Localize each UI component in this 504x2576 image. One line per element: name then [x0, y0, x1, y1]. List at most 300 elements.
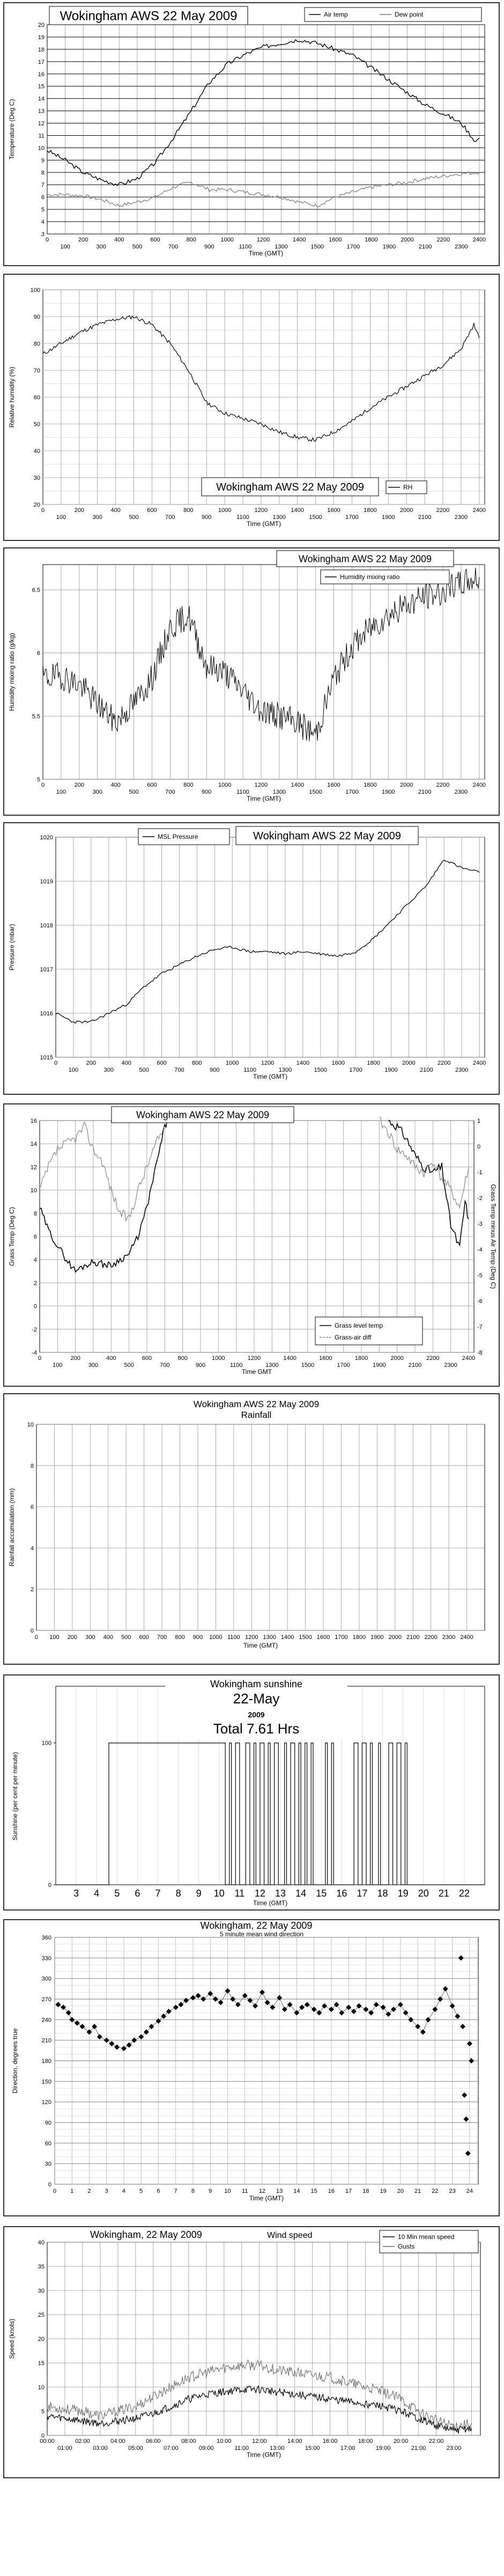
x-tick-label: 900 [210, 1067, 220, 1073]
legend-label: Grass level temp [335, 1322, 383, 1329]
y-tick-label: 5 [36, 777, 40, 783]
x-tick-label: 1000 [220, 237, 234, 243]
x-tick-label: 13 [275, 1888, 286, 1899]
y-tick-label: 40 [38, 2240, 45, 2246]
x-tick-label: 18 [362, 2188, 369, 2194]
x-tick-label: 500 [121, 1634, 131, 1641]
x-tick-label: 1400 [292, 237, 306, 243]
y-tick-label: 20 [38, 2336, 45, 2343]
x-tick-label: 2300 [444, 1362, 457, 1368]
x-tick-label: 9 [196, 1888, 202, 1899]
legend-label: Gusts [398, 2243, 415, 2250]
x-axis-label: Time (GMT) [246, 795, 281, 802]
x-tick-label: 1300 [272, 789, 286, 795]
x-tick-label: 1600 [327, 507, 340, 514]
x-tick-label: 1600 [316, 1634, 330, 1641]
y-tick-label: 0 [48, 2182, 51, 2188]
y-tick-label: 2 [30, 1586, 34, 1593]
x-tick-label: 7 [174, 2188, 177, 2194]
x-tick-label: 1200 [254, 507, 268, 514]
x-tick-label: 2300 [455, 1067, 469, 1073]
x-tick-label: 0 [54, 1060, 58, 1066]
y-tick-label: 10 [27, 1422, 34, 1428]
legend-label: Humidity mixing ratio [340, 573, 400, 581]
x-tick-label: 16:00 [322, 2438, 338, 2445]
y-tick-label: 12 [38, 120, 45, 127]
x-tick-label: 19:00 [375, 2445, 391, 2451]
x-tick-label: 100 [56, 789, 66, 795]
x-tick-label: 0 [53, 2188, 57, 2194]
y-tick-label: 6.5 [32, 587, 40, 594]
x-tick-label: 0 [38, 1355, 42, 1362]
x-tick-label: 1200 [245, 1634, 258, 1641]
x-tick-label: 0 [41, 782, 45, 788]
chart-subtitle: Wind speed [267, 2231, 313, 2240]
humidity-chart [4, 275, 499, 540]
mixing-ratio-chart [4, 548, 499, 815]
plot-area [56, 837, 485, 1057]
x-tick-label: 0 [34, 1634, 39, 1641]
x-tick-label: 21 [414, 2188, 421, 2194]
x-tick-label: 5 [139, 2188, 143, 2194]
x-tick-label: 3 [73, 1888, 79, 1899]
x-tick-label: 14 [293, 2188, 300, 2194]
x-tick-label: 1700 [349, 1067, 362, 1073]
x-tick-label: 1500 [314, 1067, 328, 1073]
x-axis-label: Time (GMT) [243, 1642, 278, 1649]
legend-label: MSL Pressure [158, 833, 198, 840]
x-tick-label: 2400 [462, 1355, 476, 1362]
x-tick-label: 1800 [364, 782, 377, 788]
x-tick-label: 500 [139, 1067, 149, 1073]
x-tick-label: 00:00 [40, 2438, 55, 2445]
x-tick-label: 300 [92, 514, 102, 521]
x-tick-label: 700 [165, 789, 175, 795]
y-right-tick-label: -8 [477, 1350, 483, 1356]
x-tick-label: 600 [147, 507, 157, 514]
x-tick-label: 15 [310, 2188, 317, 2194]
x-tick-label: 10 [224, 2188, 231, 2194]
y-tick-label: 30 [45, 2161, 51, 2168]
x-tick-label: 1100 [239, 244, 252, 250]
y-tick-label: 150 [41, 2079, 51, 2085]
x-tick-label: 1900 [370, 1634, 384, 1641]
x-tick-label: 10 [213, 1888, 225, 1899]
x-tick-label: 2200 [436, 507, 450, 514]
x-tick-label: 13:00 [269, 2445, 285, 2451]
y-tick-label: 0 [48, 1882, 51, 1889]
x-tick-label: 1300 [278, 1067, 292, 1073]
y-tick-label: 1018 [40, 923, 53, 929]
x-tick-label: 23:00 [446, 2445, 462, 2451]
pressure-chart-panel [3, 822, 500, 1095]
chart-title: Wokingham AWS 22 May 2009 [253, 830, 401, 842]
x-tick-label: 1400 [283, 1355, 297, 1362]
y-tick-label: 15 [38, 2360, 45, 2367]
x-tick-label: 2200 [436, 782, 450, 788]
x-tick-label: 100 [68, 1067, 79, 1073]
x-tick-label: 1200 [254, 782, 268, 788]
y-tick-label: 300 [41, 1975, 51, 1982]
x-tick-label: 6 [157, 2188, 160, 2194]
x-tick-label: 4 [94, 1888, 100, 1899]
x-tick-label: 700 [160, 1362, 170, 1368]
x-tick-label: 1800 [367, 1060, 380, 1066]
x-tick-label: 800 [192, 1060, 202, 1066]
x-tick-label: 20:00 [393, 2438, 409, 2445]
x-tick-label: 900 [192, 1634, 203, 1641]
grass-temp-chart-panel [3, 1103, 500, 1387]
x-tick-label: 02:00 [75, 2438, 90, 2445]
x-tick-label: 300 [92, 789, 102, 795]
x-tick-label: 500 [132, 244, 143, 250]
y-tick-label: 14 [30, 1141, 37, 1148]
x-tick-label: 300 [85, 1634, 95, 1641]
x-tick-label: 06:00 [146, 2438, 161, 2445]
chart-subtitle: Rainfall [241, 1410, 272, 1420]
legend-label: Air temp [324, 11, 348, 18]
x-tick-label: 1400 [280, 1634, 294, 1641]
wind-speed-chart [4, 2227, 499, 2477]
x-tick-label: 200 [74, 782, 84, 788]
x-tick-label: 1400 [296, 1060, 310, 1066]
x-axis-label: Time (GMT) [253, 1899, 288, 1907]
x-tick-label: 11:00 [234, 2445, 249, 2451]
y-tick-label: 50 [33, 421, 40, 428]
x-tick-label: 1100 [227, 1634, 240, 1641]
y-tick-label: 8 [33, 1210, 37, 1217]
x-tick-label: 5 [114, 1888, 120, 1899]
x-tick-label: 400 [121, 1060, 131, 1066]
x-tick-label: 17 [357, 1888, 368, 1899]
x-tick-label: 20 [397, 2188, 404, 2194]
y-tick-label: 8 [30, 1462, 34, 1469]
x-tick-label: 500 [124, 1362, 134, 1368]
x-tick-label: 15 [316, 1888, 327, 1899]
chart-title: Wokingham AWS 22 May 2009 [60, 9, 238, 24]
x-tick-label: 1700 [345, 514, 359, 521]
y-tick-label: -4 [32, 1350, 37, 1356]
x-tick-label: 1100 [236, 789, 249, 795]
y-tick-label: 6 [41, 194, 45, 201]
y-right-tick-label: 0 [477, 1144, 481, 1150]
x-tick-label: 19 [380, 2188, 387, 2194]
x-tick-label: 1000 [209, 1634, 223, 1641]
x-tick-label: 600 [142, 1355, 152, 1362]
x-tick-label: 700 [174, 1067, 184, 1073]
x-tick-label: 2400 [472, 237, 486, 243]
x-tick-label: 200 [78, 237, 88, 243]
x-tick-label: 1000 [218, 782, 232, 788]
x-tick-label: 8 [175, 1888, 181, 1899]
x-tick-label: 14:00 [287, 2438, 302, 2445]
x-tick-label: 23 [449, 2188, 456, 2194]
x-axis-label: Time GMT [241, 1368, 272, 1375]
y-tick-label: 4 [30, 1545, 34, 1552]
x-tick-label: 1900 [382, 514, 395, 521]
y-tick-label: 15 [38, 83, 45, 90]
y-tick-label: 7 [41, 182, 45, 189]
y-tick-label: 100 [30, 287, 40, 294]
x-tick-label: 08:00 [181, 2438, 196, 2445]
x-tick-label: 1400 [291, 782, 304, 788]
x-tick-label: 1300 [275, 244, 288, 250]
y-tick-label: 30 [38, 2288, 45, 2294]
x-tick-label: 8 [191, 2188, 195, 2194]
y-tick-label: 10 [30, 1187, 37, 1194]
x-tick-label: 800 [177, 1355, 188, 1362]
y-tick-label: 210 [41, 2037, 51, 2044]
x-tick-label: 1200 [247, 1355, 261, 1362]
x-tick-label: 22:00 [428, 2438, 444, 2445]
x-tick-label: 500 [129, 514, 139, 521]
x-tick-label: 05:00 [128, 2445, 143, 2451]
x-tick-label: 6 [135, 1888, 140, 1899]
x-tick-label: 16 [336, 1888, 347, 1899]
x-tick-label: 1500 [309, 514, 322, 521]
chart-subtitle: 5 minute mean wind direction [219, 1930, 304, 1938]
x-tick-label: 1600 [327, 782, 340, 788]
y-tick-label: 360 [41, 1935, 51, 1941]
x-tick-label: 2300 [454, 789, 468, 795]
y-tick-label: 90 [33, 314, 40, 320]
wind-speed-chart-panel [3, 2226, 500, 2478]
y-axis-label: Rainfall accumulation (mm) [8, 1488, 16, 1567]
wind-direction-chart [4, 1920, 499, 2215]
x-tick-label: 2300 [454, 514, 468, 521]
y-tick-label: 1017 [40, 967, 53, 973]
x-tick-label: 11 [234, 1888, 245, 1899]
x-tick-label: 900 [204, 244, 214, 250]
humidity-chart-panel [3, 274, 500, 541]
chart-title: Wokingham, 22 May 2009 [200, 1920, 313, 1931]
y-tick-label: 5.5 [32, 713, 40, 720]
x-tick-label: 04:00 [110, 2438, 125, 2445]
x-tick-label: 2000 [399, 507, 413, 514]
x-tick-label: 1900 [373, 1362, 386, 1368]
x-tick-label: 1000 [218, 507, 232, 514]
y-tick-label: 0 [30, 1628, 34, 1634]
y-tick-label: 90 [45, 2120, 51, 2126]
y-axis-label: Humidity mixing ratio (g/kg) [8, 633, 16, 711]
chart-subtitle: 22-May [233, 1690, 280, 1707]
temperature-chart [4, 3, 499, 265]
x-tick-label: 17:00 [340, 2445, 355, 2451]
x-tick-label: 2000 [388, 1634, 402, 1641]
x-tick-label: 200 [70, 1355, 80, 1362]
y-tick-label: 180 [41, 2058, 51, 2065]
x-tick-label: 1700 [335, 1634, 348, 1641]
y-right-tick-label: -2 [477, 1195, 483, 1202]
x-tick-label: 800 [183, 507, 194, 514]
y-tick-label: 1020 [40, 835, 53, 841]
x-tick-label: 09:00 [199, 2445, 214, 2451]
y-right-tick-label: -1 [477, 1169, 483, 1176]
y-tick-label: 12 [30, 1164, 37, 1171]
y-tick-label: 19 [38, 34, 45, 41]
x-tick-label: 2400 [460, 1634, 473, 1641]
legend-label: 10 Min mean speed [398, 2233, 455, 2241]
x-tick-label: 12:00 [251, 2438, 267, 2445]
x-tick-label: 2200 [426, 1355, 440, 1362]
y-tick-label: 1016 [40, 1011, 53, 1017]
x-tick-label: 1900 [382, 789, 395, 795]
y-tick-label: 100 [41, 1740, 51, 1747]
y-tick-label: 13 [38, 108, 45, 115]
y-tick-label: 9 [41, 157, 45, 164]
x-tick-label: 2000 [399, 782, 413, 788]
y-tick-label: 17 [38, 58, 45, 65]
y-right-axis-label: Grass Temp minus Air Temp (Deg C) [490, 1184, 497, 1289]
y-tick-label: 6 [36, 650, 40, 657]
x-tick-label: 900 [195, 1362, 206, 1368]
y-tick-label: 10 [38, 2384, 45, 2391]
x-tick-label: 900 [202, 514, 212, 521]
x-tick-label: 800 [175, 1634, 185, 1641]
x-tick-label: 100 [60, 244, 70, 250]
x-tick-label: 14 [295, 1888, 307, 1899]
wind-direction-chart-panel [3, 1919, 500, 2216]
x-tick-label: 1100 [229, 1362, 243, 1368]
temperature-chart-panel [3, 2, 500, 266]
y-tick-label: 25 [38, 2312, 45, 2318]
x-tick-label: 2200 [424, 1634, 438, 1641]
chart-title: Wokingham AWS 22 May 2009 [298, 553, 432, 565]
y-axis-label: Direction, degrees true [11, 2028, 19, 2094]
x-tick-label: 1900 [384, 1067, 398, 1073]
x-tick-label: 1400 [291, 507, 304, 514]
x-tick-label: 1700 [337, 1362, 350, 1368]
y-tick-label: 60 [33, 394, 40, 401]
chart-title: Wokingham AWS 22 May 2009 [216, 481, 364, 493]
y-axis-label: Temperature (Deg C) [8, 99, 16, 160]
x-tick-label: 2 [87, 2188, 91, 2194]
x-tick-label: 300 [88, 1362, 99, 1368]
x-tick-label: 1500 [301, 1362, 315, 1368]
x-tick-label: 12 [254, 1888, 265, 1899]
y-tick-label: 10 [38, 145, 45, 152]
y-tick-label: 6 [33, 1234, 37, 1240]
sunshine-chart [4, 1675, 499, 1909]
chart-total: Total 7.61 Hrs [213, 1721, 300, 1737]
y-tick-label: 70 [33, 368, 40, 374]
y-tick-label: 270 [41, 1996, 51, 2003]
grass-temp-chart [4, 1104, 499, 1386]
y-tick-label: 3 [41, 231, 45, 238]
mixing-ratio-chart-panel [3, 547, 500, 816]
y-tick-label: 0 [33, 1303, 37, 1310]
x-tick-label: 11 [241, 2188, 248, 2194]
x-tick-label: 800 [186, 237, 196, 243]
x-tick-label: 1800 [354, 1355, 368, 1362]
y-axis-label: Relative humidity (%) [8, 367, 16, 428]
x-tick-label: 400 [114, 237, 124, 243]
x-tick-label: 1200 [256, 237, 270, 243]
x-tick-label: 18 [377, 1888, 388, 1899]
x-tick-label: 700 [165, 514, 175, 521]
x-tick-label: 2000 [401, 237, 414, 243]
y-right-tick-label: -3 [477, 1221, 483, 1227]
x-tick-label: 2400 [472, 782, 486, 788]
x-tick-label: 1300 [263, 1634, 276, 1641]
y-tick-label: 5 [41, 2409, 45, 2415]
x-tick-label: 22 [458, 1888, 470, 1899]
x-tick-label: 2100 [418, 244, 432, 250]
legend-label: Grass-air diff [335, 1334, 372, 1341]
x-tick-label: 600 [150, 237, 160, 243]
x-tick-label: 21:00 [411, 2445, 426, 2451]
x-tick-label: 2400 [472, 1060, 486, 1066]
x-tick-label: 10:00 [217, 2438, 232, 2445]
x-tick-label: 16 [328, 2188, 335, 2194]
x-tick-label: 13 [276, 2188, 283, 2194]
y-axis-label: Speed (knots) [8, 2318, 16, 2359]
x-tick-label: 2100 [418, 514, 432, 521]
x-tick-label: 400 [106, 1355, 116, 1362]
plot-area [47, 25, 485, 234]
x-tick-label: 700 [168, 244, 179, 250]
x-tick-label: 1300 [265, 1362, 279, 1368]
x-tick-label: 1200 [261, 1060, 275, 1066]
x-tick-label: 400 [103, 1634, 113, 1641]
y-axis-label: Grass Temp (Deg C) [8, 1207, 16, 1266]
x-tick-label: 100 [49, 1634, 60, 1641]
x-tick-label: 1700 [345, 789, 359, 795]
x-tick-label: 200 [67, 1634, 78, 1641]
x-tick-label: 800 [183, 782, 194, 788]
x-tick-label: 2100 [408, 1362, 422, 1368]
x-tick-label: 200 [86, 1060, 97, 1066]
x-tick-label: 600 [147, 782, 157, 788]
x-tick-label: 3 [105, 2188, 108, 2194]
y-tick-label: 18 [38, 46, 45, 53]
x-tick-label: 2000 [402, 1060, 416, 1066]
x-tick-label: 700 [157, 1634, 167, 1641]
x-tick-label: 600 [139, 1634, 149, 1641]
x-tick-label: 1000 [225, 1060, 239, 1066]
x-tick-label: 2100 [418, 789, 432, 795]
y-tick-label: 11 [38, 133, 45, 140]
x-tick-label: 12 [258, 2188, 266, 2194]
plot-area [36, 1424, 485, 1630]
x-tick-label: 2300 [442, 1634, 456, 1641]
y-right-tick-label: -6 [477, 1298, 483, 1305]
y-tick-label: 240 [41, 2017, 51, 2024]
x-axis-label: Time (GMT) [253, 1073, 288, 1080]
x-tick-label: 1600 [319, 1355, 332, 1362]
y-tick-label: 35 [38, 2264, 45, 2270]
x-tick-label: 18:00 [358, 2438, 373, 2445]
x-tick-label: 01:00 [57, 2445, 72, 2451]
x-tick-label: 1500 [299, 1634, 312, 1641]
y-axis-label: Pressure (mbar) [8, 924, 16, 971]
y-tick-label: 40 [33, 448, 40, 455]
plot-area [43, 565, 485, 779]
x-tick-label: 0 [41, 507, 45, 514]
y-tick-label: 1019 [40, 879, 53, 885]
y-tick-label: 330 [41, 1955, 51, 1962]
x-tick-label: 500 [129, 789, 139, 795]
y-right-tick-label: -7 [477, 1324, 483, 1330]
y-right-tick-label: -5 [477, 1272, 483, 1279]
y-tick-label: 8 [41, 170, 45, 177]
y-tick-label: 16 [30, 1118, 37, 1124]
x-tick-label: 21 [438, 1888, 449, 1899]
x-tick-label: 300 [96, 244, 106, 250]
legend-label: RH [403, 484, 413, 491]
x-tick-label: 600 [157, 1060, 167, 1066]
x-tick-label: 1000 [212, 1355, 225, 1362]
